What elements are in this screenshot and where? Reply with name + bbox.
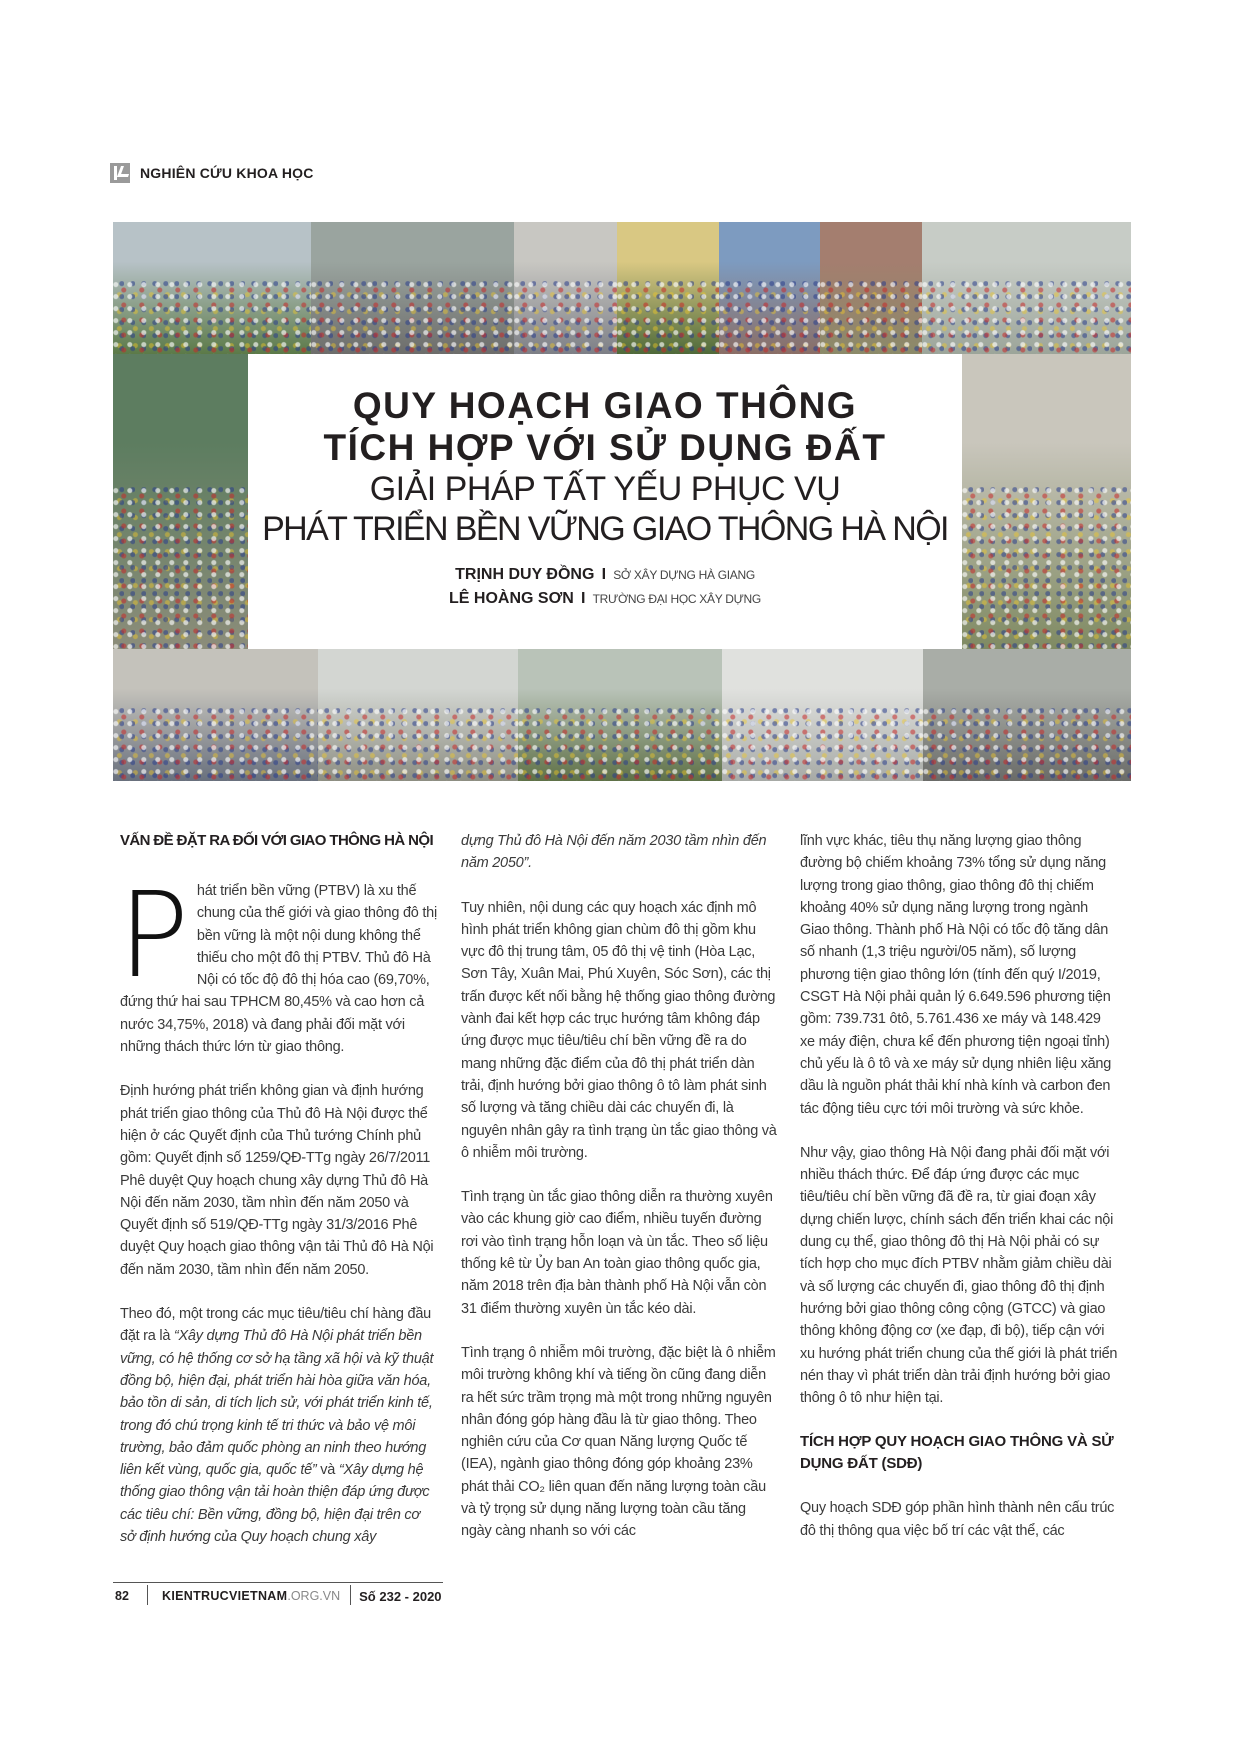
collage-photo bbox=[318, 649, 518, 781]
paragraph-text: và bbox=[316, 1462, 339, 1479]
article-subtitle-line-1: GIẢI PHÁP TẤT YẾU PHỤC VỤ bbox=[369, 470, 841, 508]
paragraph bbox=[461, 830, 779, 875]
paragraph-text: Theo đó, một trong các mục tiêu/tiêu chí hàng đầu đặt ra là bbox=[120, 1306, 431, 1345]
photo-texture bbox=[113, 281, 311, 354]
author-affiliation: TRƯỜNG ĐẠI HỌC XÂY DỰNG bbox=[592, 592, 761, 606]
photo-texture bbox=[962, 487, 1131, 649]
author-line bbox=[248, 563, 962, 587]
kientruc-logo-icon bbox=[110, 163, 130, 183]
paragraph: Quy hoạch SDĐ góp phần hình thành nên cấu trúc đô thị thông qua việc bố trí các vật thể, các bbox=[800, 1500, 1115, 1539]
photo-texture bbox=[722, 708, 923, 781]
paragraph: Tình trạng ô nhiễm môi trường, đặc biệt là ô nhiễm môi trường không khí và tiếng ồn cũng đang diễn ra hết sức trầm trọng mà một trong những nguyên nhân đóng góp hàng đầu là từ giao thông. Theo nghiên cứu của Cơ quan Năng lượng Quốc tế (IEA), ngành giao thông đóng góp khoảng 23% phát thải CO₂ liên quan đến năng lượng toàn cầu và tỷ trọng sử dụng năng lượng toàn cầu tăng ngày càng nhanh so với các bbox=[461, 1344, 776, 1540]
collage-photo bbox=[311, 222, 514, 354]
photo-texture bbox=[113, 487, 248, 649]
collage-photo bbox=[518, 649, 722, 781]
section-header bbox=[110, 163, 314, 183]
collage-photo bbox=[113, 649, 318, 781]
photo-texture bbox=[514, 281, 617, 354]
author-list bbox=[248, 563, 962, 611]
paragraph bbox=[118, 866, 438, 1058]
author-name: LÊ HOÀNG SƠN bbox=[449, 590, 574, 607]
website-domain: .ORG.VN bbox=[287, 1589, 341, 1603]
drop-cap: P bbox=[118, 866, 189, 1004]
photo-texture bbox=[820, 281, 922, 354]
photo-texture bbox=[922, 281, 1131, 354]
quote-text: “Xây dựng hệ thống giao thông vận tải hoàn thiện đáp ứng được các tiêu chí: Bền vững, đồng bộ, hiện đại trên cơ sở định hướng của Quy hoạch chung xây bbox=[120, 1462, 430, 1546]
collage-photo bbox=[922, 222, 1131, 354]
photo-texture bbox=[617, 281, 719, 354]
author-line bbox=[248, 587, 962, 611]
quote-text: “Xây dựng Thủ đô Hà Nội phát triển bền vững, có hệ thống cơ sở hạ tầng xã hội và kỹ thuật đồng bộ, hiện đại, phát triển hài hòa giữa văn hóa, bảo tồn di sản, di tích lịch sử, với phát triển kinh tế, trong đó chú trọng kinh tế tri thức và bảo vệ môi trường, bảo đảm quốc phòng an ninh theo hướng liên kết vùng, quốc gia, quốc tế” bbox=[120, 1328, 434, 1479]
photo-texture bbox=[318, 708, 518, 781]
collage-photo bbox=[820, 222, 922, 354]
paragraph bbox=[120, 1303, 438, 1548]
paragraph: Tình trạng ùn tắc giao thông diễn ra thường xuyên vào các khung giờ cao điểm, nhiều tuyến đường rơi vào tình trạng hỗn loạn và ùn tắc. Theo số liệu thống kê từ Ủy ban An toàn giao thông quốc gia, năm 2018 trên địa bàn thành phố Hà Nội vẫn còn 31 điểm thường xuyên ùn tắc kéo dài. bbox=[461, 1189, 773, 1317]
page-footer bbox=[113, 1582, 443, 1609]
collage-photo bbox=[962, 354, 1131, 649]
article-column-3 bbox=[800, 830, 1118, 1564]
article-column-1 bbox=[120, 830, 438, 1570]
paragraph: Như vậy, giao thông Hà Nội đang phải đối mặt với nhiều thách thức. Để đáp ứng được các mục tiêu/tiêu chí bền vững đã đề ra, từ giai đoạn xây dựng chiến lược, chính sách đến triển khai các nội dung cụ thể, giao thông đô thị Hà Nội phải có sự tích hợp cho mục đích PTBV nhằm giảm chiều dài và số lượng các chuyến đi, giao thông đô thị định hướng bởi giao thông công cộng (GTCC) và giao thông không động cơ (xe đạp, đi bộ), tiếp cận với xu hướng phát triển chung của thế giới là phát triển nén thay vì phát triển dàn trải định hướng bởi giao thông ô tô như hiện tại. bbox=[800, 1144, 1118, 1407]
section-heading: VẤN ĐỀ ĐẶT RA ĐỐI VỚI GIAO THÔNG HÀ NỘI bbox=[120, 832, 434, 849]
quote-text: dựng Thủ đô Hà Nội đến năm 2030 tầm nhìn đến năm 2050”. bbox=[461, 833, 767, 872]
section-label: NGHIÊN CỨU KHOA HỌC bbox=[140, 165, 314, 181]
section-heading: TÍCH HỢP QUY HOẠCH GIAO THÔNG VÀ SỬ DỤNG ĐẤT (SDĐ) bbox=[800, 1433, 1114, 1473]
issue-number: Số 232 - 2020 bbox=[359, 1588, 442, 1604]
collage-photo bbox=[617, 222, 719, 354]
photo-texture bbox=[518, 708, 722, 781]
photo-texture bbox=[113, 708, 318, 781]
collage-photo bbox=[113, 222, 311, 354]
collage-photo bbox=[719, 222, 820, 354]
article-title-line-2: TÍCH HỢP VỚI SỬ DỤNG ĐẤT bbox=[323, 427, 887, 468]
title-box bbox=[248, 355, 962, 645]
photo-texture bbox=[923, 708, 1131, 781]
author-name: TRỊNH DUY ĐỒNG bbox=[455, 566, 595, 583]
collage-photo bbox=[923, 649, 1131, 781]
author-separator: I bbox=[601, 566, 607, 583]
paragraph: Định hướng phát triển không gian và định hướng phát triển giao thông của Thủ đô Hà Nội được thể hiện ở các Quyết định của Thủ tướng Chính phủ gồm: Quyết định số 1259/QĐ-TTg ngày 26/7/2011 Phê duyệt Quy hoạch chung xây dựng Thủ đô Hà Nội đến năm 2030, tầm nhìn đến năm 2050 và Quyết định số 519/QĐ-TTg ngày 31/3/2016 Phê duyệt Quy hoạch giao thông vận tải Thủ đô Hà Nội đến năm 2030, tầm nhìn đến năm 2050. bbox=[120, 1083, 434, 1278]
paragraph-text: hát triển bền vững (PTBV) là xu thế chung của thế giới và giao thông đô thị bền vững là một nội dung không thể thiếu cho một đô thị PTBV. Thủ đô Hà Nội có tốc độ đô thị hóa cao (69,70%, đứng thứ hai sau TPHCM 80,45% và cao hơn cả nước 34,75%, 2018) và đang phải đối mặt với những thách thức lớn từ giao thông. bbox=[120, 883, 437, 1056]
paragraph: Tuy nhiên, nội dung các quy hoạch xác định mô hình phát triển không gian chùm đô thị gồm khu vực đô thị trung tâm, 05 đô thị vệ tinh (Hòa Lạc, Sơn Tây, Xuân Mai, Phú Xuyên, Sóc Sơn), các thị trấn được kết nối bằng hệ thống giao thông đường vành đai kết hợp các trục hướng tâm không đáp ứng được mục tiêu/tiêu chí bền vững đề ra do mang những đặc điểm của đô thị phát triển dàn trải, định hướng bởi giao thông ô tô làm phát sinh số lượng và tăng chiều dài các chuyến đi, là nguyên nhân gây ra tình trạng ùn tắc giao thông và ô nhiễm môi trường. bbox=[461, 899, 777, 1161]
article-title-line-1: QUY HOẠCH GIAO THÔNG bbox=[352, 385, 858, 426]
paragraph: lĩnh vực khác, tiêu thụ năng lượng giao thông đường bộ chiếm khoảng 73% tổng sử dụng năng lượng trong giao thông, giao thông đô thị chiếm khoảng 40% sử dụng năng lượng trong ngành Giao thông. Thành phố Hà Nội có tốc độ tăng dân số nhanh (1,3 triệu người/05 năm), số lượng phương tiện giao thông lớn (tính đến quý I/2019, CSGT Hà Nội phải quản lý 6.649.596 phương tiện gồm: 739.731 ôtô, 5.761.436 xe máy và 148.429 xe máy điện, chưa kể đến phương tiện ngoại tỉnh) chủ yếu là ô tô và xe máy sử dụng nhiên liệu xăng dầu là nguồn phát thải khí nhà kính và carbon đen tác động tiêu cực tới môi trường và sức khỏe. bbox=[800, 833, 1112, 1117]
photo-texture bbox=[719, 281, 820, 354]
author-separator: I bbox=[580, 590, 586, 607]
website-name: KIENTRUCVIETNAM bbox=[162, 1589, 288, 1603]
page-number: 82 bbox=[115, 1589, 129, 1603]
collage-photo bbox=[722, 649, 923, 781]
photo-texture bbox=[311, 281, 514, 354]
website-link[interactable] bbox=[148, 1589, 350, 1603]
article-subtitle-line-2: PHÁT TRIỂN BỀN VỮNG GIAO THÔNG HÀ NỘI bbox=[262, 510, 948, 548]
author-affiliation: SỞ XÂY DỰNG HÀ GIANG bbox=[613, 568, 755, 582]
collage-photo bbox=[113, 354, 248, 649]
article-column-2 bbox=[461, 830, 779, 1565]
collage-photo bbox=[514, 222, 617, 354]
